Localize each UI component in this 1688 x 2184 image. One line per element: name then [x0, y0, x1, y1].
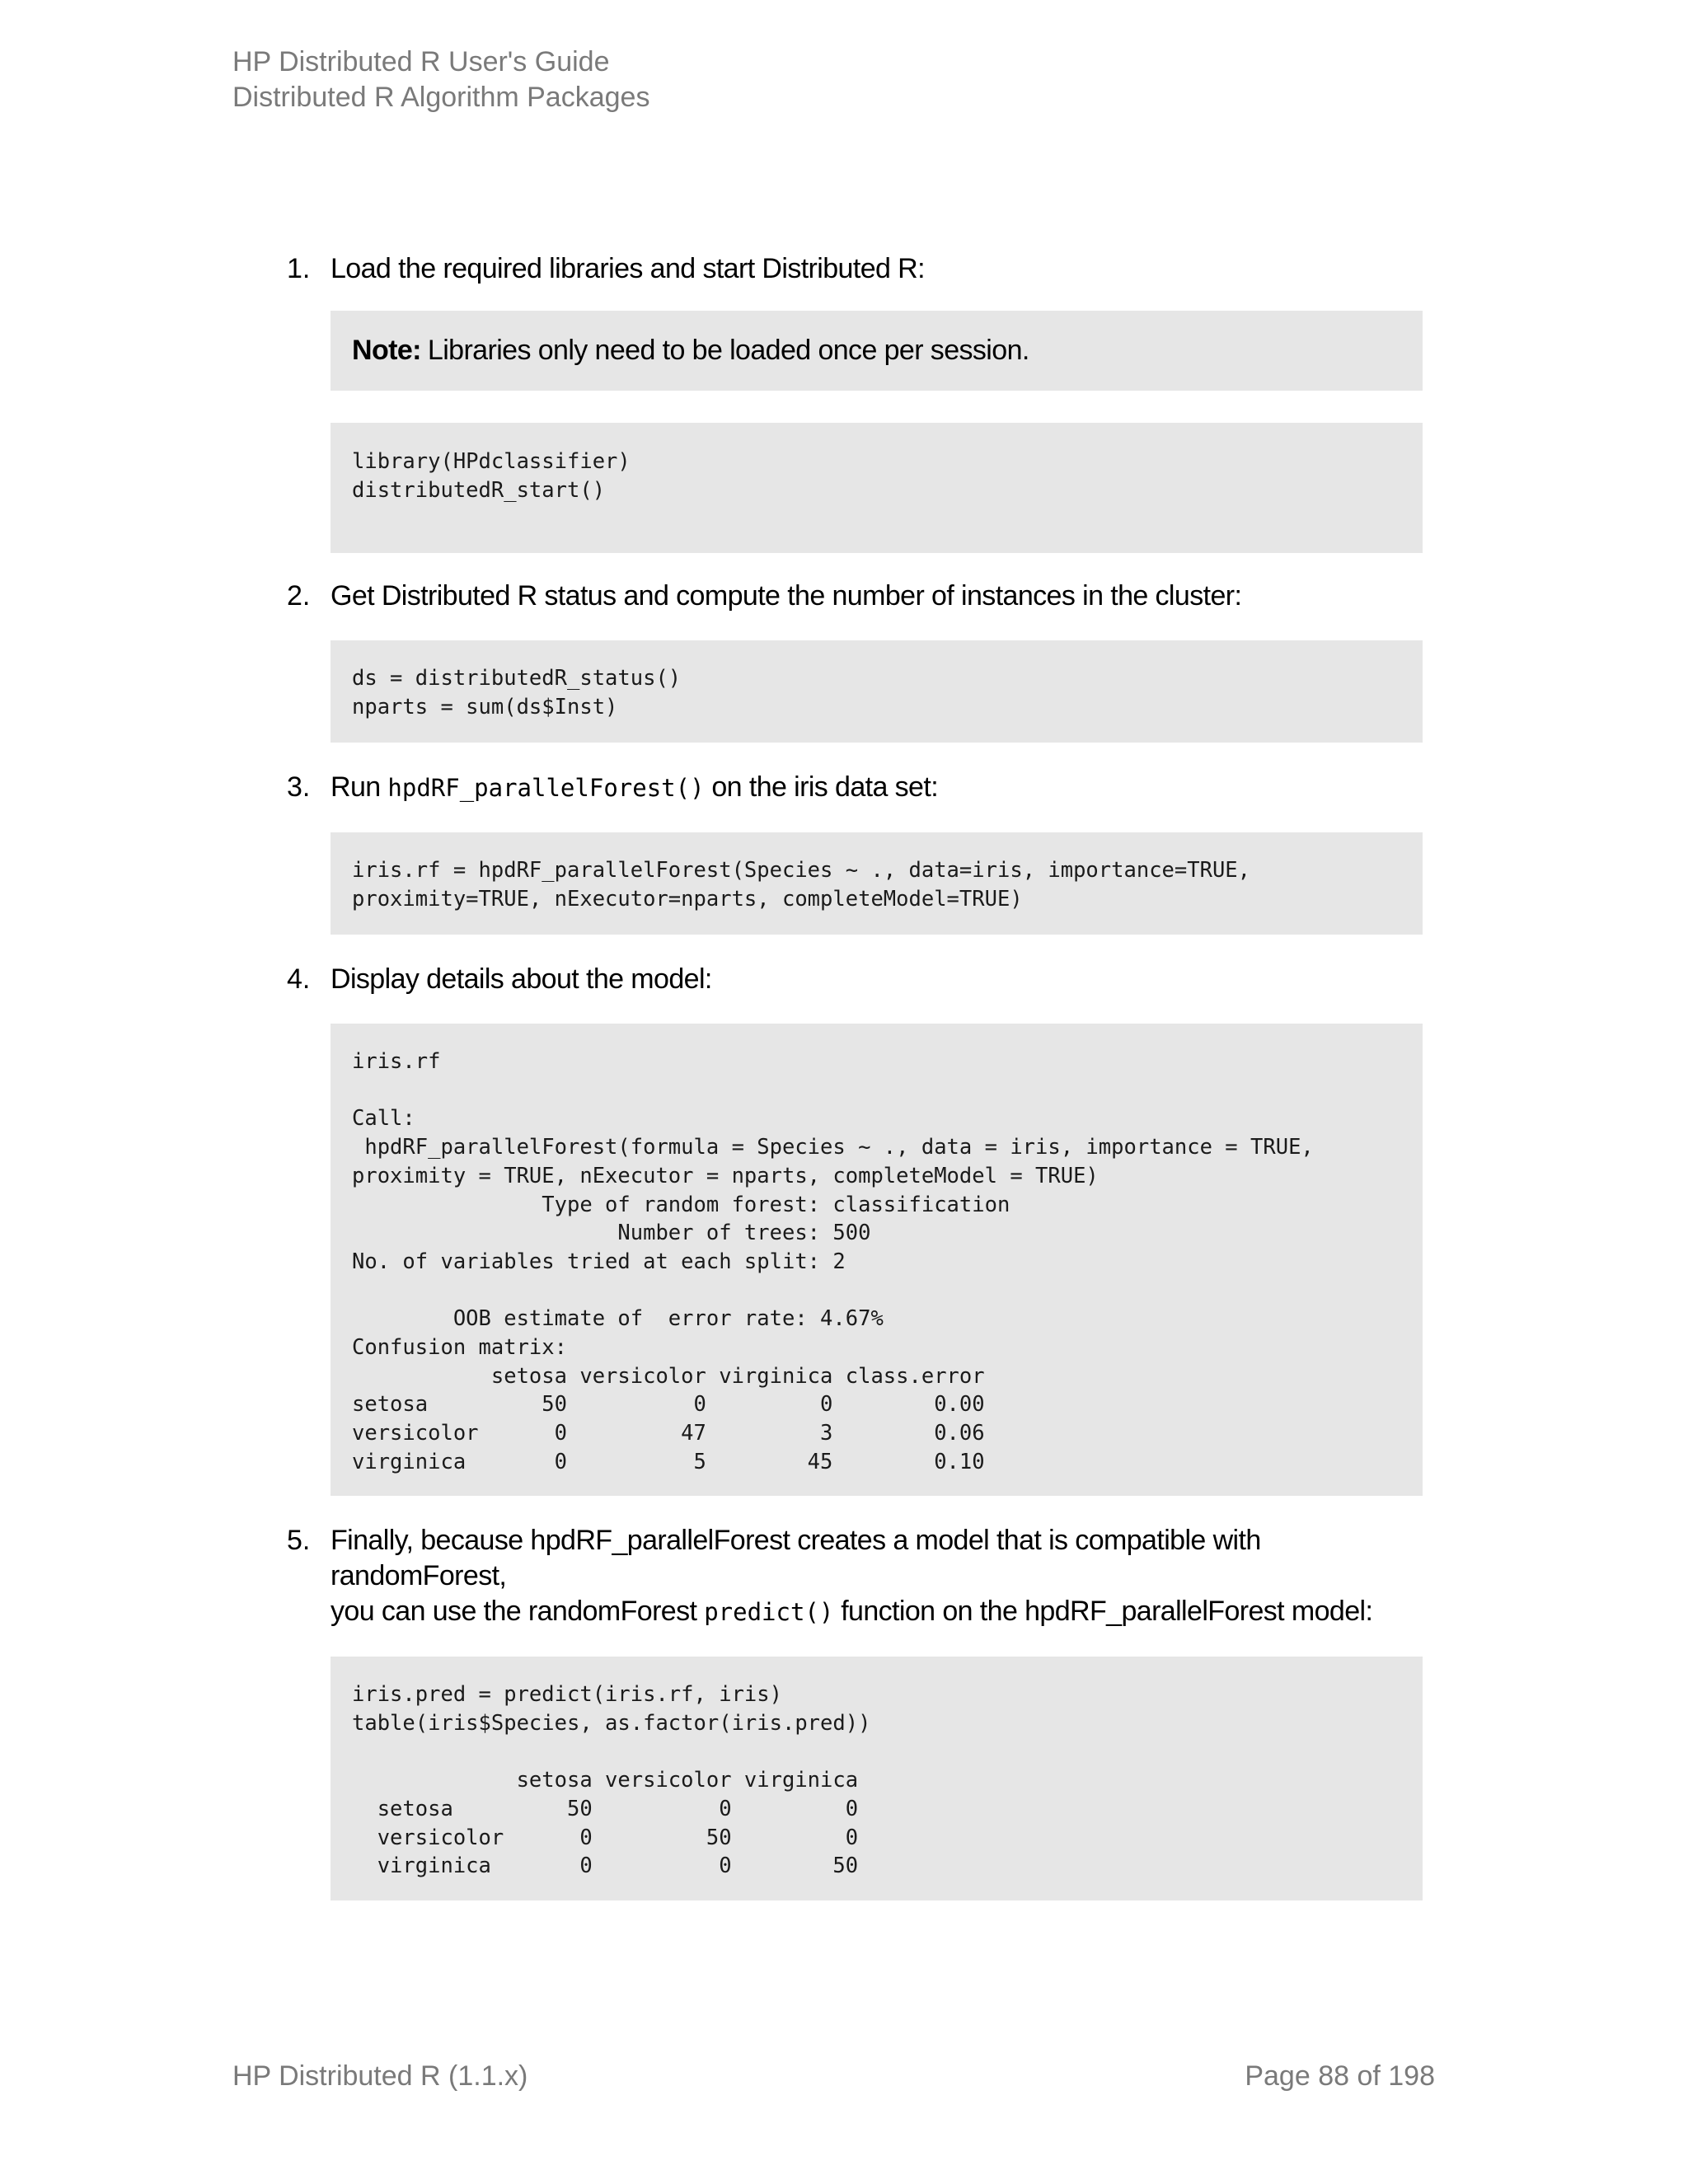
step-text-line: Finally, because hpdRF_parallelForest creates a model that is compatible with randomForest,: [331, 1525, 1261, 1591]
footer-page-number: Page 88 of 198: [1245, 2060, 1435, 2092]
step-text-part: function on the hpdRF_parallelForest model:: [833, 1596, 1373, 1627]
note-label: Note:: [352, 335, 421, 366]
code-block: ds = distributedR_status() nparts = sum(ds$Inst): [331, 640, 1423, 743]
step-number: 3.: [287, 771, 311, 803]
step-text: Load the required libraries and start Distributed R:: [331, 253, 925, 284]
note-box: [331, 311, 1423, 391]
step-text-part: you can use the randomForest: [331, 1596, 705, 1627]
code-block: iris.rf Call: hpdRF_parallelForest(formula = Species ~ ., data = iris, importance = TRUE, proximity = TRUE, nExecutor = nparts, completeModel = TRUE) Type of random forest: classification Number of trees: 500 No. of variables tried at each split: 2 OOB estimate of error rate: 4.67% Confusion matrix: setosa versicolor virginica class.error setosa 50 0 0 0.00 versicolor 0 47 3 0.06 virginica 0 5 45 0.10: [331, 1024, 1423, 1496]
step-text: [331, 770, 1424, 806]
footer-product: HP Distributed R (1.1.x): [232, 2060, 528, 2092]
step-4: [287, 962, 1424, 997]
step-text: [331, 1523, 1424, 1630]
step-2: [287, 579, 1424, 614]
steps-list: [287, 251, 1424, 1900]
step-3: [287, 770, 1424, 806]
step-number: 1.: [287, 253, 311, 284]
page-header: [232, 45, 649, 115]
step-text: Get Distributed R status and compute the number of instances in the cluster:: [331, 580, 1242, 612]
document-title: HP Distributed R User's Guide: [232, 46, 610, 77]
note-text: Libraries only need to be loaded once per session.: [427, 335, 1029, 366]
step-text-part: Run: [331, 771, 388, 803]
step-number: 4.: [287, 963, 311, 995]
step-text-part: on the iris data set:: [704, 771, 939, 803]
step-5: [287, 1523, 1424, 1630]
step-text: Display details about the model:: [331, 963, 712, 995]
inline-code: predict(): [704, 1598, 834, 1626]
step-number: 2.: [287, 580, 311, 612]
step-text-line: [331, 1594, 1424, 1630]
step-number: 5.: [287, 1525, 311, 1556]
code-block: library(HPdclassifier) distributedR_start(): [331, 423, 1423, 553]
section-title: Distributed R Algorithm Packages: [232, 82, 650, 113]
code-block: iris.pred = predict(iris.rf, iris) table(iris$Species, as.factor(iris.pred)) setosa versicolor virginica setosa 50 0 0 versicolor 0 50 0 virginica 0 0 50: [331, 1657, 1423, 1900]
inline-code: hpdRF_parallelForest(): [387, 774, 705, 802]
code-block: iris.rf = hpdRF_parallelForest(Species ~ ., data=iris, importance=TRUE, proximity=TRUE, nExecutor=nparts, completeModel=TRUE): [331, 832, 1423, 935]
step-1: [287, 251, 1424, 287]
